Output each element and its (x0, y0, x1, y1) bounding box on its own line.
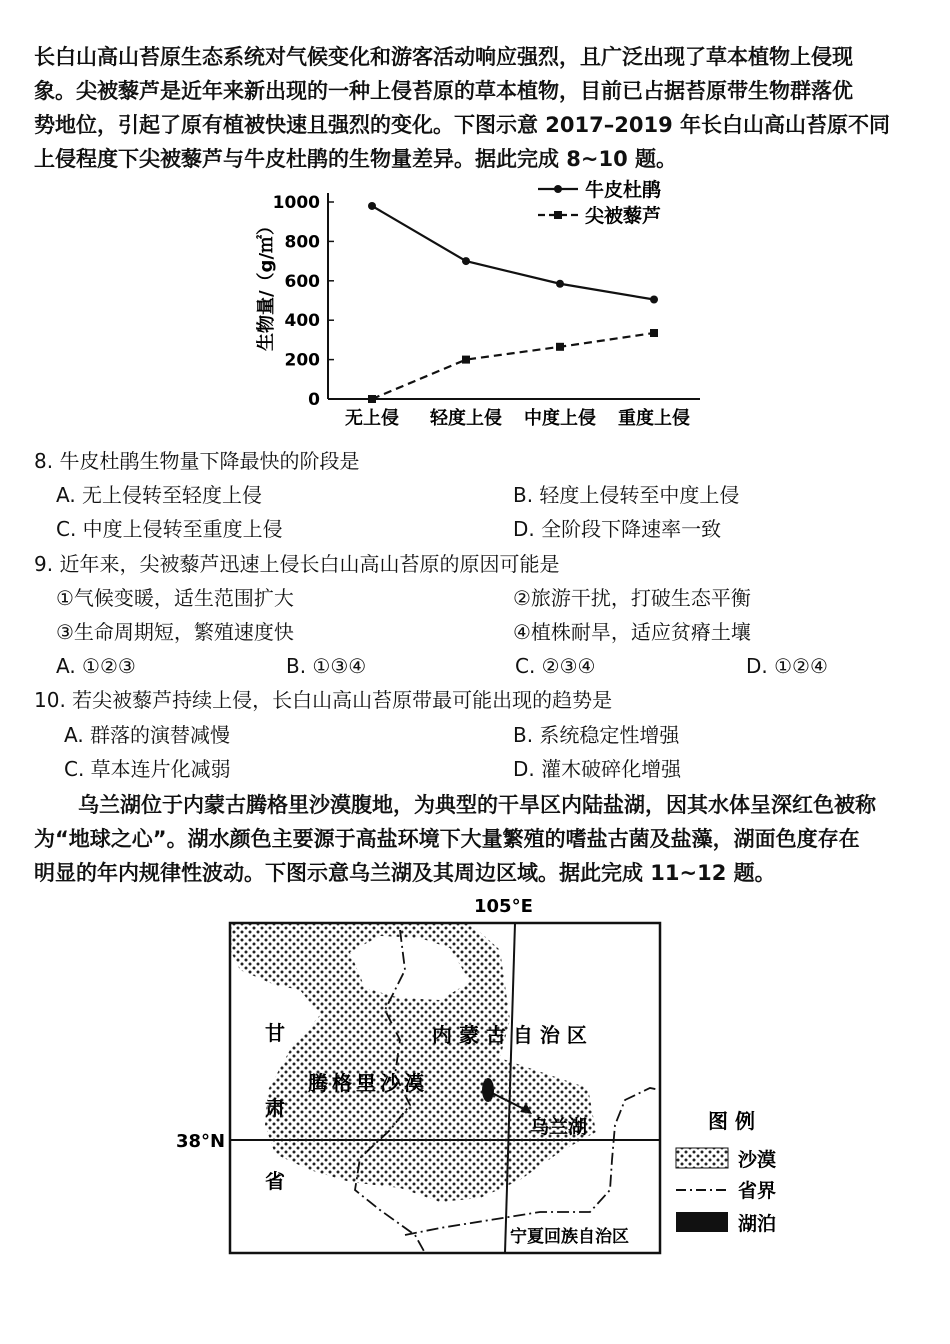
wulan-lake-map (0, 890, 950, 1260)
intro1-line: 象。尖被藜芦是近年来新出现的一种上侵苔原的草本植物，目前已占据苔原带生物群落优 (34, 79, 853, 103)
intro1-line: 长白山高山苔原生态系统对气候变化和游客活动响应强烈，且广泛出现了草本植物上侵现 (34, 45, 853, 69)
option-c[interactable]: C. 草本连片化减弱 (64, 757, 231, 781)
y-axis-label: 生物量/（g/㎡） (256, 216, 277, 352)
inner-mongolia-label: 内 蒙 古 自 治 区 (432, 1023, 587, 1047)
y-tick-label: 1000 (272, 193, 320, 213)
y-tick-label: 200 (284, 350, 320, 371)
x-tick-label: 中度上侵 (524, 408, 596, 429)
option-b[interactable]: B. ①③④ (286, 654, 367, 678)
question-stem: 8. 牛皮杜鹃生物量下降最快的阶段是 (34, 449, 360, 473)
legend-title: 图 例 (708, 1109, 755, 1133)
legend-lake-swatch (676, 1212, 728, 1232)
legend-boundary-label: 省界 (738, 1180, 777, 1202)
intro1-line: 上侵程度下尖被藜芦与牛皮杜鹃的生物量差异。据此完成 8~10 题。 (34, 147, 678, 171)
series-2-point (556, 343, 564, 351)
intro1-line: 势地位，引起了原有植被快速且强烈的变化。下图示意 2017–2019 年长白山高山苔原不同 (34, 113, 891, 137)
series-2-point (462, 356, 470, 364)
option-d[interactable]: D. 全阶段下降速率一致 (513, 517, 722, 541)
legend-marker-1 (554, 185, 562, 193)
option-b[interactable]: B. 系统稳定性增强 (513, 723, 680, 747)
gansu-label-1: 甘 (265, 1021, 285, 1045)
series-1-point (556, 280, 564, 288)
statement-3: ③生命周期短，繁殖速度快 (56, 620, 294, 644)
series-2-point (650, 329, 658, 337)
wulan-lake (482, 1078, 494, 1102)
series-1-point (462, 257, 470, 265)
y-tick-label: 600 (284, 271, 320, 292)
series-line-2 (372, 333, 654, 399)
question-stem: 10. 若尖被藜芦持续上侵，长白山高山苔原带最可能出现的趋势是 (34, 688, 613, 712)
option-a[interactable]: A. 群落的演替减慢 (64, 723, 231, 747)
gansu-label-2: 肃 (265, 1096, 285, 1120)
biomass-line-chart (0, 175, 950, 435)
desert-name-label: 腾格里沙漠 (308, 1071, 428, 1095)
x-tick-label: 重度上侵 (618, 408, 690, 429)
statement-4: ④植株耐旱，适应贫瘠土壤 (513, 620, 751, 644)
gansu-label-3: 省 (265, 1169, 285, 1193)
legend-lake-label: 湖泊 (738, 1213, 777, 1235)
option-a[interactable]: A. ①②③ (56, 654, 136, 678)
y-tick-label: 400 (284, 311, 320, 332)
y-tick-label: 800 (284, 232, 320, 253)
x-tick-label: 无上侵 (345, 408, 399, 429)
y-tick-label: 0 (308, 390, 320, 410)
lake-name-label: 乌兰湖 (530, 1116, 588, 1138)
option-d[interactable]: D. ①②④ (746, 654, 828, 678)
series-2-point (368, 395, 376, 403)
option-a[interactable]: A. 无上侵转至轻度上侵 (56, 483, 263, 507)
intro2-line: 明显的年内规律性波动。下图示意乌兰湖及其周边区域。据此完成 11~12 题。 (34, 861, 776, 885)
legend-label-1: 牛皮杜鹃 (585, 179, 662, 201)
question-stem: 9. 近年来，尖被藜芦迅速上侵长白山高山苔原的原因可能是 (34, 552, 560, 576)
latitude-label: 38°N (176, 1131, 226, 1152)
x-tick-label: 轻度上侵 (430, 408, 502, 429)
legend-desert-label: 沙漠 (738, 1149, 777, 1171)
longitude-label: 105°E (474, 896, 533, 917)
intro2-line: 为“地球之心”。湖水颜色主要源于高盐环境下大量繁殖的嗜盐古菌及盐藻，湖面色度存在 (34, 827, 860, 851)
statement-2: ②旅游干扰，打破生态平衡 (513, 586, 751, 610)
option-c[interactable]: C. 中度上侵转至重度上侵 (56, 517, 283, 541)
legend-label-2: 尖被藜芦 (585, 205, 662, 227)
ningxia-label: 宁夏回族自治区 (510, 1227, 629, 1247)
series-1-point (650, 296, 658, 304)
intro2-line: 乌兰湖位于内蒙古腾格里沙漠腹地，为典型的干旱区内陆盐湖，因其水体呈深红色被称 (78, 793, 876, 817)
option-b[interactable]: B. 轻度上侵转至中度上侵 (513, 483, 740, 507)
statement-1: ①气候变暖，适生范围扩大 (56, 586, 294, 610)
option-d[interactable]: D. 灌木破碎化增强 (513, 757, 682, 781)
option-c[interactable]: C. ②③④ (515, 654, 596, 678)
legend-marker-2 (554, 211, 562, 219)
legend-desert-swatch (676, 1148, 728, 1168)
series-1-point (368, 202, 376, 210)
